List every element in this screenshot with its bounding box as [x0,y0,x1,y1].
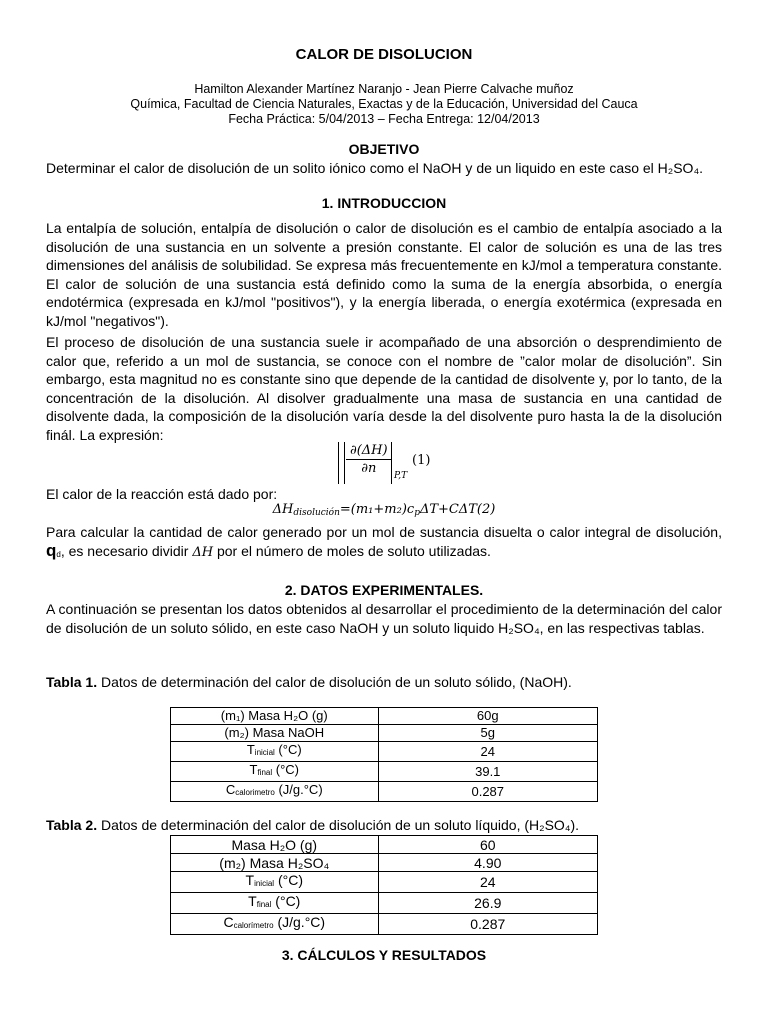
equation-2-lhs-subscript: disolución [293,508,340,518]
authors: Hamilton Alexander Martínez Naranjo - Jean Pierre Calvache muñoz [194,82,574,96]
intro-paragraph-3: El calor de la reacción está dado por: [46,486,278,502]
table-row [171,782,598,802]
table-value: 26.9 [378,893,597,914]
intro-paragraph-2: El proceso de disolución de una sustancia suele ir acompañado de una absorción o desprendimiento de calor que, referido a un mol de sustancia, se conoce con el nombre de ”calor molar de disolución”. Sin embargo, esta magnitud no es constante sino que depende de la cantidad de disolvente y, por lo tanto, de la concentración de la disolución. Al disolver gradualmente una masa de sustancia en una cantidad de disolvente dada, la composición de la disolución varía desde la del disolvente puro hasta la de la disolución finál. La expresión: [46,334,722,443]
table-key: $C_{calorimetro}$ (J/g.°C) [171,782,379,802]
equation-1-denominator: ∂n [361,461,377,476]
tabla2 [170,835,598,935]
dates: Fecha Práctica: 5/04/2013 – Fecha Entrega: 12/04/2013 [228,112,540,126]
equation-2-rhs: =(m₁+m₂)c [339,502,415,517]
affiliation: Química, Facultad de Ciencia Naturales, Exactas y de la Educación, Universidad del Cauca [130,97,638,111]
equation-1-numerator: ∂(ΔH) [346,443,392,460]
table-key: $T_{inicial}$ (°C) [171,742,379,762]
intro-heading: 1. INTRODUCCION [321,195,447,211]
tabla1-caption [46,673,722,692]
table-key: Masa H₂O (g) [171,836,379,854]
p4-text-b: , es necesario dividir [60,542,193,559]
table-row [171,836,598,854]
tabla2-label: Tabla 2. [46,817,98,833]
table-key: $C_{calorímetro}$ (J/g.°C) [171,914,379,935]
table-row [171,725,598,742]
equation-1-fraction [346,443,392,476]
tabla1-caption-text: Datos de determinación del calor de disolución de un soluto sólido, (NaOH). [97,674,572,690]
datos-text: A continuación se presentan los datos obtenidos al desarrollar el procedimiento de la determinación del calor de disolución de un soluto sólido, en este caso NaOH y un soluto liquido H₂SO₄, en las respectivas tablas. [46,601,722,636]
tabla2-caption-text: Datos de determinación del calor de disolución de un soluto líquido, (H₂SO₄). [97,817,580,833]
table-value: 5g [378,725,597,742]
tabla2-caption [46,816,722,835]
table-row [171,762,598,782]
table-value: 24 [378,872,597,893]
equation-1-subscript: P,T [394,471,408,481]
table-key: (m₂) Masa NaOH [171,725,379,742]
table-row [171,854,598,872]
equation-2-tail: ΔT+CΔT(2) [419,502,496,517]
equation-1 [338,440,458,486]
calculos-heading: 3. CÁLCULOS Y RESULTADOS [281,947,487,963]
paper-title: CALOR DE DISOLUCION [295,46,473,63]
objetivo-heading: OBJETIVO [348,141,420,157]
table-value: 0.287 [378,914,597,935]
table-key: (m₁) Masa H₂O (g) [171,708,379,725]
equation-2-lhs: ΔH [272,502,294,517]
table-value: 60g [378,708,597,725]
table-row [171,914,598,935]
table-key: $T_{final}$ (°C) [171,762,379,782]
objetivo-text: Determinar el calor de disolución de un solito iónico como el NaOH y de un liquido en este caso el H₂SO₄. [46,160,704,176]
p4-text-c: por el número de moles de soluto utilizadas. [213,542,491,559]
abs-bars [338,442,345,484]
equation-2-cp-subscript: p [414,508,420,518]
equation-1-label: (1) [412,453,431,468]
datos-heading: 2. DATOS EXPERIMENTALES. [284,582,484,598]
table-value: 60 [378,836,597,854]
tabla1 [170,707,598,802]
q-subscript: d [56,549,61,559]
delta-h-symbol: ΔH [192,544,214,560]
equation-2 [0,502,768,518]
tabla1-label: Tabla 1. [46,674,98,690]
q-symbol: q [46,540,57,560]
table-value: 24 [378,742,597,762]
intro-paragraph-4 [46,523,722,564]
eval-bar [391,442,392,484]
table-row [171,893,598,914]
p4-text-a: Para calcular la cantidad de calor generado por un mol de sustancia disuelta o calor integral de disolución, [46,524,722,540]
table-row [171,872,598,893]
table-key: $T_{final}$ (°C) [171,893,379,914]
table-value: 39.1 [378,762,597,782]
table-key: $T_{inicial}$ (°C) [171,872,379,893]
table-key: (m₂) Masa H₂SO₄ [171,854,379,872]
table-value: 0.287 [378,782,597,802]
table-row [171,708,598,725]
intro-paragraph-1: La entalpía de solución, entalpía de disolución o calor de disolución es el cambio de entalpía asociado a la disolución de una sustancia en un solvente a presión constante. El calor de solución es una de las tres dimensiones del análisis de solubilidad. Se expresa más frecuentemente en kJ/mol a temperatura constante. El calor de solución de una sustancia está definido como la suma de la energía absorbida, o energía endotérmica (expresada en kJ/mol "positivos"), y la energía liberada, o energía exotérmica (expresada en kJ/mol "negativos"). [46,220,722,329]
table-value: 4.90 [378,854,597,872]
table-row [171,742,598,762]
